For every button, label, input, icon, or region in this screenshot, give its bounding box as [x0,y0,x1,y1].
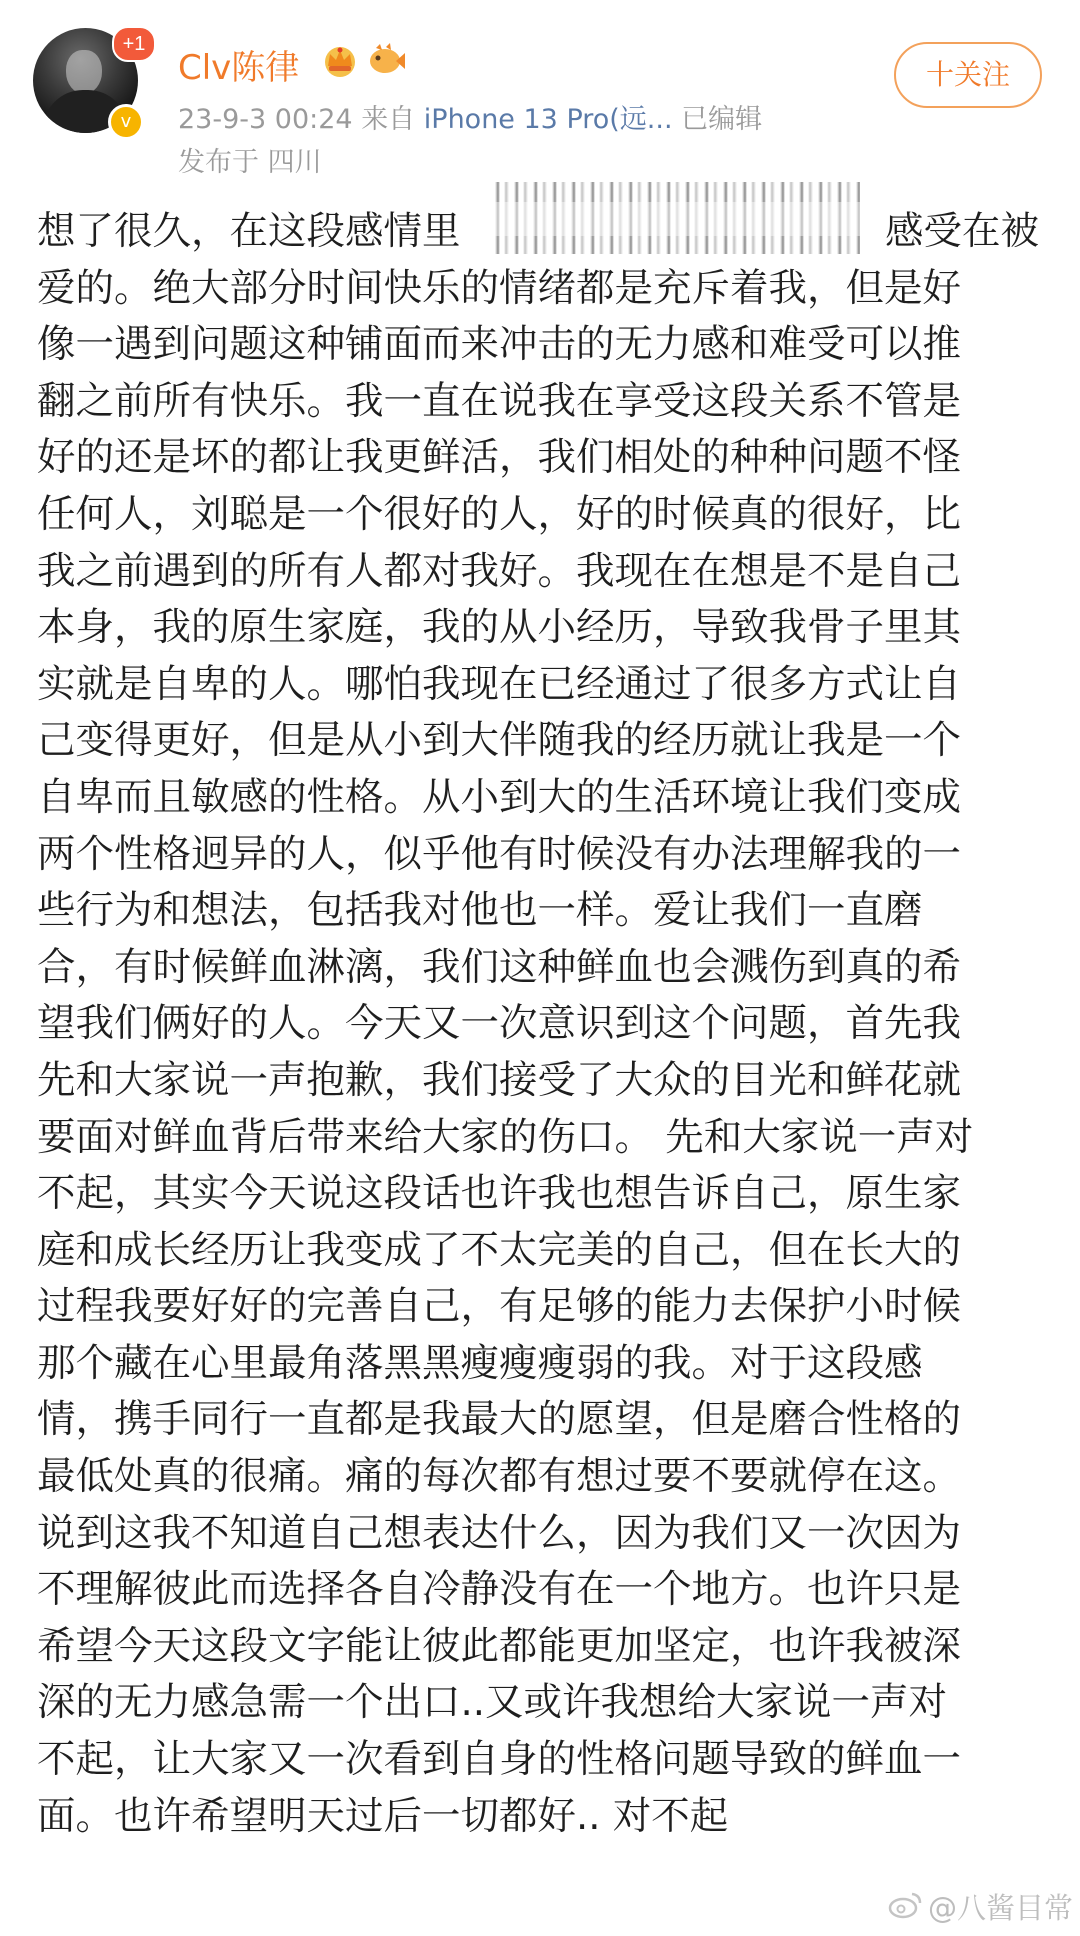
post-location: 发布于 四川 [178,147,322,178]
post-line: 我之前遇到的所有人都对我好。我现在在想是不是自己 [37,548,962,594]
post-edited-label[interactable]: 已编辑 [681,104,763,135]
post-line: 说到这我不知道自己想表达什么，因为我们又一次因为 [37,1510,962,1556]
crown-icon [320,42,360,78]
fish-icon [366,42,406,78]
post-line: 希望今天这段文字能让彼此都能更加坚定，也许我被深 [37,1623,962,1669]
post-line: 两个性格迥异的人，似乎他有时候没有办法理解我的一 [37,831,962,877]
post-line: 不起，其实今天说这段话也许我也想告诉自己，原生家 [37,1171,962,1217]
post-header [0,0,1080,190]
post-line: 先和大家说一声抱歉，我们接受了大众的目光和鲜花就 [37,1057,962,1103]
verified-icon: v [108,104,144,140]
post-line-tail: 感受在被 [885,209,1040,254]
post-line: 爱的。绝大部分时间快乐的情绪都是充斥着我，但是好 [37,265,962,311]
post-line: 像一遇到问题这种铺面而来冲击的无力感和难受可以推 [37,322,962,368]
post-line: 望我们俩好的人。今天又一次意识到这个问题，首先我 [37,1001,962,1047]
post-line: 好的还是坏的都让我更鲜活，我们相处的种种问题不怪 [37,435,962,481]
post-line: 翻之前所有快乐。我一直在说我在享受这段关系不管是 [37,378,962,424]
post-body [37,204,1040,1845]
weibo-icon [888,1890,924,1920]
post-line: 不起，让大家又一次看到自身的性格问题导致的鲜血一 [37,1737,962,1783]
post-line: 不理解彼此而选择各自冷静没有在一个地方。也许只是 [37,1567,962,1613]
post-line: 庭和成长经历让我变成了不太完美的自己，但在长大的 [37,1227,962,1273]
post-line: 最低处真的很痛。痛的每次都有想过要不要就停在这。 [37,1454,962,1500]
post-line: 本身，我的原生家庭，我的从小经历，导致我骨子里其 [37,605,962,651]
watermark: @八酱目常 [928,1891,1074,1925]
post-line: 深的无力感急需一个出口..又或许我想给大家说一声对 [37,1680,947,1726]
post-line: 任何人，刘聪是一个很好的人，好的时候真的很好，比 [37,491,962,537]
post-line: 情，携手同行一直都是我最大的愿望，但是磨合性格的 [37,1397,962,1443]
post-line: 面。也许希望明天过后一切都好.. 对不起 [37,1793,729,1839]
post-source-prefix: 来自 [361,104,416,135]
avatar-face [66,50,102,94]
username[interactable]: Clv陈律 [178,48,300,88]
post-line: 实就是自卑的人。哪怕我现在已经通过了很多方式让自 [37,661,962,707]
post-line: 己变得更好，但是从小到大伴随我的经历就让我是一个 [37,718,962,764]
post-line: 合，有时候鲜血淋漓，我们这种鲜血也会溅伤到真的希 [37,944,962,990]
post-line: 那个藏在心里最角落黑黑瘦瘦瘦弱的我。对于这段感 [37,1340,923,1386]
post-line: 过程我要好好的完善自己，有足够的能力去保护小时候 [37,1284,962,1330]
post-line: 些行为和想法，包括我对他也一样。爱让我们一直磨 [37,888,923,934]
post-meta [178,97,762,136]
redaction-mosaic [490,182,860,254]
post-device[interactable]: iPhone 13 Pro(远... [423,104,673,135]
post-line: 要面对鲜血背后带来给大家的伤口。 先和大家说一声对 [37,1114,974,1160]
avatar-plus-badge: +1 [112,26,156,62]
post-timestamp: 23-9-3 00:24 [178,104,353,135]
post-line: 自卑而且敏感的性格。从小到大的生活环境让我们变成 [37,774,962,820]
follow-button[interactable]: 十关注 [894,42,1042,108]
post-line-text: 想了很久，在这段感情里 [37,209,461,254]
